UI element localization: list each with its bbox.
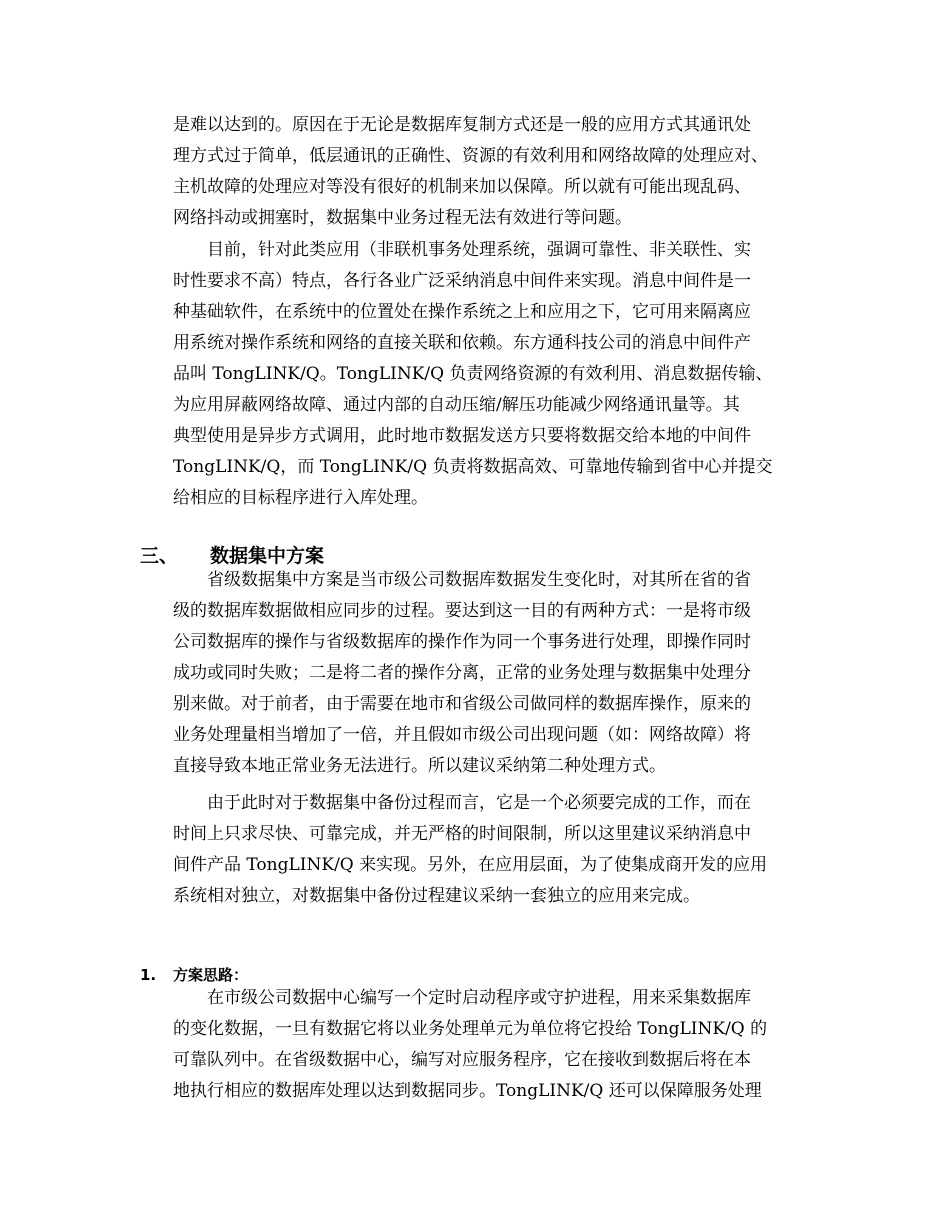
- text-line: 典型使用是异步方式调用，此时地市数据发送方只要将数据交给本地的中间件: [173, 426, 751, 446]
- text-line: 为应用屏蔽网络故障、通过内部的自动压缩/解压功能减少网络通讯量等。其: [173, 395, 740, 415]
- paragraph-continuation: [173, 110, 813, 234]
- paragraph-middleware: [173, 235, 813, 514]
- text-line: TongLINK/Q，而 TongLINK/Q 负责将数据高效、可靠地传输到省中心并提交: [173, 457, 773, 477]
- text-line: 可靠队列中。在省级数据中心，编写对应服务程序，它在接收到数据后将在本: [173, 1050, 751, 1070]
- section-number: 三、: [140, 545, 179, 567]
- text-line: 的变化数据，一旦有数据它将以业务处理单元为单位将它投给 TongLINK/Q 的: [173, 1019, 768, 1039]
- text-line: 由于此时对于数据集中备份过程而言，它是一个必须要完成的工作，而在: [207, 793, 751, 813]
- text-line: 直接导致本地正常业务无法进行。所以建议采纳第二种处理方式。: [173, 756, 666, 776]
- text-line: 理方式过于简单，低层通讯的正确性、资源的有效利用和网络故障的处理应对、: [173, 146, 768, 166]
- text-line: 用系统对操作系统和网络的直接关联和依赖。东方通科技公司的消息中间件产: [173, 333, 751, 353]
- sub-heading-number: 1.: [140, 966, 157, 984]
- text-line: 省级数据集中方案是当市级公司数据库数据发生变化时，对其所在省的省: [207, 570, 751, 590]
- text-line: 在市级公司数据中心编写一个定时启动程序或守护进程，用来采集数据库: [207, 988, 751, 1008]
- text-line: 级的数据库数据做相应同步的过程。要达到这一目的有两种方式：一是将市级: [173, 601, 751, 621]
- text-line: 别来做。对于前者，由于需要在地市和省级公司做同样的数据库操作，原来的: [173, 694, 751, 714]
- section-title: 数据集中方案: [210, 545, 325, 567]
- sub-heading-title: 方案思路：: [173, 966, 249, 984]
- text-line: 给相应的目标程序进行入库处理。: [173, 488, 428, 508]
- text-line: 时间上只求尽快、可靠完成，并无严格的时间限制，所以这里建议采纳消息中: [173, 824, 751, 844]
- text-line: 目前，针对此类应用（非联机事务处理系统，强调可靠性、非关联性、实: [207, 240, 751, 260]
- text-line: 种基础软件，在系统中的位置处在操作系统之上和应用之下，它可用来隔离应: [173, 302, 751, 322]
- paragraph-overview: [173, 565, 813, 782]
- text-line: 间件产品 TongLINK/Q 来实现。另外，在应用层面，为了使集成商开发的应用: [173, 855, 768, 875]
- text-line: 是难以达到的。原因在于无论是数据库复制方式还是一般的应用方式其通讯处: [173, 115, 751, 135]
- text-line: 系统相对独立，对数据集中备份过程建议采纳一套独立的应用来完成。: [173, 886, 700, 906]
- text-line: 地执行相应的数据库处理以达到数据同步。TongLINK/Q 还可以保障服务处理: [173, 1081, 762, 1101]
- text-line: 业务处理量相当增加了一倍，并且假如市级公司出现问题（如：网络故障）将: [173, 725, 751, 745]
- text-line: 网络抖动或拥塞时，数据集中业务过程无法有效进行等问题。: [173, 208, 632, 228]
- paragraph-approach: [173, 983, 813, 1107]
- text-line: 主机故障的处理应对等没有很好的机制来加以保障。所以就有可能出现乱码、: [173, 177, 751, 197]
- text-line: 成功或同时失败；二是将二者的操作分离，正常的业务处理与数据集中处理分: [173, 663, 751, 683]
- text-line: 公司数据库的操作与省级数据库的操作作为同一个事务进行处理，即操作同时: [173, 632, 751, 652]
- paragraph-recommendation: [173, 788, 813, 912]
- text-line: 时性要求不高）特点，各行各业广泛采纳消息中间件来实现。消息中间件是一: [173, 271, 751, 291]
- text-line: 品叫 TongLINK/Q。TongLINK/Q 负责网络资源的有效利用、消息数据传输、: [173, 364, 773, 384]
